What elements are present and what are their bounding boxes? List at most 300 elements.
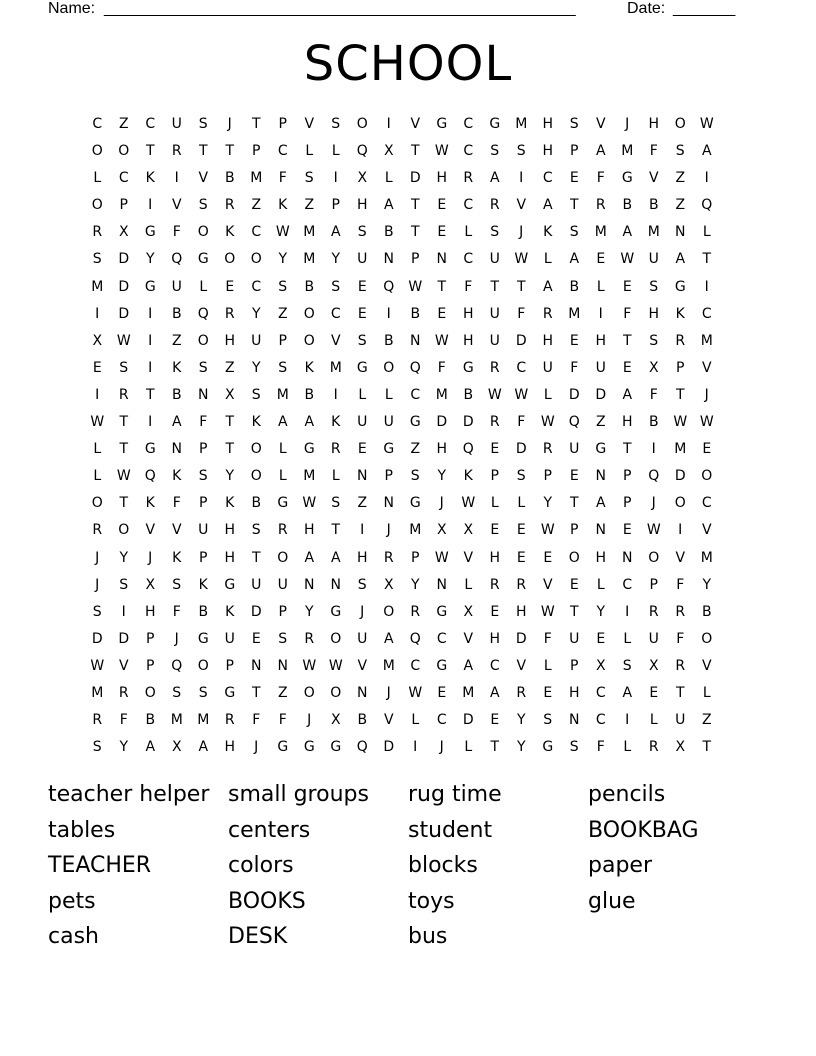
grid-letter[interactable]: N <box>622 549 633 566</box>
grid-letter[interactable]: V <box>701 522 712 539</box>
grid-letter[interactable]: E <box>569 170 579 187</box>
grid-letter[interactable]: P <box>199 495 208 512</box>
grid-letter[interactable]: S <box>649 278 659 295</box>
grid-letter[interactable]: S <box>357 576 367 593</box>
grid-letter[interactable]: E <box>569 468 579 485</box>
grid-letter[interactable]: T <box>622 332 632 349</box>
grid-letter[interactable]: T <box>198 143 208 160</box>
grid-letter[interactable]: B <box>383 332 394 349</box>
grid-letter[interactable]: P <box>676 359 685 376</box>
grid-letter[interactable]: K <box>331 414 341 431</box>
grid-letter[interactable]: T <box>622 441 632 458</box>
grid-letter[interactable]: C <box>410 386 421 403</box>
grid-letter[interactable]: C <box>436 630 447 647</box>
grid-letter[interactable]: L <box>305 143 314 160</box>
grid-letter[interactable]: I <box>704 278 709 295</box>
grid-letter[interactable]: G <box>621 170 633 187</box>
grid-letter[interactable]: C <box>251 224 262 241</box>
grid-letter[interactable]: J <box>386 522 391 539</box>
grid-letter[interactable]: P <box>570 522 579 539</box>
grid-letter[interactable]: I <box>519 170 524 187</box>
grid-letter[interactable]: G <box>303 739 315 756</box>
date-field[interactable]: _______ <box>673 0 736 17</box>
grid-letter[interactable]: X <box>436 522 447 539</box>
grid-letter[interactable]: S <box>675 143 685 160</box>
grid-letter[interactable]: R <box>489 197 500 214</box>
grid-letter[interactable]: Z <box>357 495 368 512</box>
grid-letter[interactable]: H <box>224 522 236 539</box>
grid-letter[interactable]: F <box>464 278 473 295</box>
grid-letter[interactable]: W <box>461 495 476 512</box>
grid-letter[interactable]: M <box>303 251 316 268</box>
grid-letter[interactable]: X <box>357 170 368 187</box>
grid-letter[interactable]: C <box>542 170 553 187</box>
grid-letter[interactable]: C <box>463 197 474 214</box>
grid-letter[interactable]: T <box>702 739 712 756</box>
grid-letter[interactable]: J <box>704 386 709 403</box>
grid-letter[interactable]: E <box>622 359 632 376</box>
grid-letter[interactable]: J <box>439 739 444 756</box>
grid-letter[interactable]: O <box>701 630 713 647</box>
grid-letter[interactable]: A <box>304 549 315 566</box>
grid-letter[interactable]: L <box>358 386 367 403</box>
grid-letter[interactable]: Z <box>701 712 712 729</box>
grid-letter[interactable]: T <box>251 549 261 566</box>
grid-letter[interactable]: E <box>437 224 447 241</box>
grid-letter[interactable]: J <box>386 684 391 701</box>
grid-letter[interactable]: W <box>90 414 105 431</box>
grid-letter[interactable]: C <box>463 251 474 268</box>
grid-letter[interactable]: H <box>648 305 660 322</box>
grid-letter[interactable]: P <box>384 468 393 485</box>
grid-letter[interactable]: N <box>436 576 447 593</box>
grid-letter[interactable]: Z <box>171 332 182 349</box>
grid-letter[interactable]: S <box>331 278 341 295</box>
grid-letter[interactable]: W <box>328 657 343 674</box>
grid-letter[interactable]: C <box>436 712 447 729</box>
grid-letter[interactable]: Y <box>119 549 129 566</box>
grid-letter[interactable]: Y <box>225 468 235 485</box>
grid-letter[interactable]: W <box>699 116 714 132</box>
grid-letter[interactable]: V <box>383 712 394 729</box>
grid-letter[interactable]: T <box>490 739 500 756</box>
grid-letter[interactable]: E <box>357 278 367 295</box>
grid-letter[interactable]: C <box>277 143 288 160</box>
grid-letter[interactable]: U <box>171 278 182 295</box>
grid-letter[interactable]: R <box>171 143 182 160</box>
grid-letter[interactable]: P <box>411 549 420 566</box>
grid-letter[interactable]: U <box>595 359 606 376</box>
grid-letter[interactable]: V <box>516 197 527 214</box>
grid-letter[interactable]: S <box>92 603 102 620</box>
grid-letter[interactable]: K <box>251 414 261 431</box>
grid-letter[interactable]: H <box>462 305 474 322</box>
grid-letter[interactable]: V <box>357 657 368 674</box>
grid-letter[interactable]: D <box>383 739 395 756</box>
grid-letter[interactable]: O <box>118 143 130 160</box>
grid-letter[interactable]: G <box>674 278 686 295</box>
grid-letter[interactable]: J <box>439 495 444 512</box>
grid-letter[interactable]: G <box>303 441 315 458</box>
grid-letter[interactable]: E <box>596 251 606 268</box>
grid-letter[interactable]: V <box>701 359 712 376</box>
grid-letter[interactable]: S <box>198 116 208 132</box>
grid-letter[interactable]: I <box>386 116 391 132</box>
grid-letter[interactable]: L <box>93 170 102 187</box>
grid-letter[interactable]: T <box>119 495 129 512</box>
grid-letter[interactable]: T <box>702 251 712 268</box>
grid-letter[interactable]: V <box>463 549 474 566</box>
grid-letter[interactable]: A <box>622 684 633 701</box>
grid-letter[interactable]: W <box>302 657 317 674</box>
grid-letter[interactable]: S <box>410 468 420 485</box>
grid-letter[interactable]: V <box>171 522 182 539</box>
grid-letter[interactable]: D <box>436 414 448 431</box>
grid-letter[interactable]: A <box>622 386 633 403</box>
grid-letter[interactable]: I <box>333 386 338 403</box>
grid-letter[interactable]: R <box>595 197 606 214</box>
grid-letter[interactable]: C <box>701 305 712 322</box>
grid-letter[interactable]: T <box>490 278 500 295</box>
grid-letter[interactable]: Y <box>543 495 553 512</box>
grid-letter[interactable]: E <box>437 197 447 214</box>
grid-letter[interactable]: P <box>623 468 632 485</box>
grid-letter[interactable]: U <box>569 441 580 458</box>
grid-letter[interactable]: G <box>436 657 448 674</box>
grid-letter[interactable]: S <box>649 332 659 349</box>
grid-letter[interactable]: X <box>92 332 103 349</box>
grid-letter[interactable]: M <box>435 386 448 403</box>
grid-letter[interactable]: R <box>92 712 103 729</box>
grid-letter[interactable]: E <box>543 549 553 566</box>
grid-letter[interactable]: S <box>92 739 102 756</box>
grid-letter[interactable]: D <box>462 414 474 431</box>
grid-letter[interactable]: A <box>622 224 633 241</box>
grid-letter[interactable]: N <box>330 576 341 593</box>
grid-letter[interactable]: G <box>330 603 342 620</box>
grid-letter[interactable]: B <box>648 414 659 431</box>
grid-letter[interactable]: E <box>251 630 261 647</box>
grid-letter[interactable]: A <box>675 251 686 268</box>
grid-letter[interactable]: I <box>625 603 630 620</box>
grid-letter[interactable]: B <box>171 305 182 322</box>
grid-letter[interactable]: X <box>145 576 156 593</box>
grid-letter[interactable]: B <box>648 197 659 214</box>
grid-letter[interactable]: T <box>145 143 155 160</box>
grid-letter[interactable]: Y <box>516 739 526 756</box>
grid-letter[interactable]: B <box>463 386 474 403</box>
grid-letter[interactable]: R <box>304 630 315 647</box>
grid-letter[interactable]: C <box>595 712 606 729</box>
grid-letter[interactable]: Z <box>410 441 421 458</box>
grid-letter[interactable]: P <box>331 197 340 214</box>
grid-letter[interactable]: V <box>463 630 474 647</box>
grid-letter[interactable]: J <box>95 576 100 593</box>
grid-letter[interactable]: C <box>118 170 129 187</box>
grid-letter[interactable]: E <box>622 278 632 295</box>
grid-letter[interactable]: P <box>278 603 287 620</box>
grid-letter[interactable]: H <box>542 116 554 132</box>
grid-letter[interactable]: W <box>487 386 502 403</box>
grid-letter[interactable]: F <box>543 630 552 647</box>
grid-letter[interactable]: Q <box>648 468 660 485</box>
grid-letter[interactable]: O <box>674 116 686 132</box>
grid-letter[interactable]: N <box>410 332 421 349</box>
grid-letter[interactable]: L <box>411 712 420 729</box>
grid-letter[interactable]: V <box>410 116 421 132</box>
grid-letter[interactable]: V <box>118 657 129 674</box>
grid-letter[interactable]: E <box>516 549 526 566</box>
grid-letter[interactable]: A <box>701 143 712 160</box>
grid-letter[interactable]: W <box>408 278 423 295</box>
grid-letter[interactable]: R <box>224 197 235 214</box>
grid-letter[interactable]: S <box>251 386 261 403</box>
grid-letter[interactable]: B <box>622 197 633 214</box>
grid-letter[interactable]: F <box>517 414 526 431</box>
grid-letter[interactable]: M <box>303 224 316 241</box>
grid-letter[interactable]: H <box>436 441 448 458</box>
grid-letter[interactable]: S <box>304 170 314 187</box>
grid-letter[interactable]: K <box>172 468 182 485</box>
grid-letter[interactable]: C <box>463 116 474 132</box>
grid-letter[interactable]: F <box>172 495 181 512</box>
grid-letter[interactable]: A <box>330 224 341 241</box>
grid-letter[interactable]: D <box>515 630 527 647</box>
grid-letter[interactable]: R <box>648 603 659 620</box>
grid-letter[interactable]: T <box>569 603 579 620</box>
grid-letter[interactable]: K <box>145 170 155 187</box>
grid-letter[interactable]: V <box>701 657 712 674</box>
grid-letter[interactable]: T <box>569 495 579 512</box>
grid-letter[interactable]: W <box>646 522 661 539</box>
grid-letter[interactable]: U <box>648 251 659 268</box>
grid-letter[interactable]: E <box>569 576 579 593</box>
grid-letter[interactable]: W <box>673 414 688 431</box>
grid-letter[interactable]: V <box>198 170 209 187</box>
grid-letter[interactable]: R <box>330 441 341 458</box>
grid-letter[interactable]: O <box>330 684 342 701</box>
grid-letter[interactable]: B <box>171 386 182 403</box>
grid-letter[interactable]: W <box>116 468 131 485</box>
grid-letter[interactable]: D <box>568 386 580 403</box>
grid-letter[interactable]: S <box>119 576 129 593</box>
grid-letter[interactable]: N <box>171 441 182 458</box>
grid-letter[interactable]: F <box>649 386 658 403</box>
grid-letter[interactable]: Q <box>409 630 421 647</box>
grid-letter[interactable]: K <box>278 197 288 214</box>
grid-letter[interactable]: A <box>463 657 474 674</box>
grid-letter[interactable]: R <box>675 332 686 349</box>
grid-letter[interactable]: O <box>303 684 315 701</box>
grid-letter[interactable]: G <box>436 116 448 132</box>
grid-letter[interactable]: U <box>357 251 368 268</box>
grid-letter[interactable]: T <box>569 197 579 214</box>
grid-letter[interactable]: W <box>434 143 449 160</box>
grid-letter[interactable]: V <box>516 657 527 674</box>
grid-letter[interactable]: H <box>224 739 236 756</box>
grid-letter[interactable]: K <box>172 549 182 566</box>
grid-letter[interactable]: O <box>303 332 315 349</box>
grid-letter[interactable]: S <box>516 143 526 160</box>
grid-letter[interactable]: R <box>516 576 527 593</box>
grid-letter[interactable]: N <box>251 657 262 674</box>
grid-letter[interactable]: R <box>277 522 288 539</box>
grid-letter[interactable]: X <box>330 712 341 729</box>
grid-letter[interactable]: K <box>225 603 235 620</box>
grid-letter[interactable]: V <box>542 576 553 593</box>
grid-letter[interactable]: L <box>517 495 526 512</box>
grid-letter[interactable]: A <box>569 251 580 268</box>
grid-letter[interactable]: M <box>91 684 104 701</box>
grid-letter[interactable]: B <box>224 170 235 187</box>
grid-letter[interactable]: D <box>515 332 527 349</box>
grid-letter[interactable]: K <box>304 359 314 376</box>
grid-letter[interactable]: W <box>620 251 635 268</box>
grid-letter[interactable]: F <box>596 739 605 756</box>
grid-letter[interactable]: E <box>490 712 500 729</box>
grid-letter[interactable]: A <box>489 170 500 187</box>
grid-letter[interactable]: A <box>489 684 500 701</box>
grid-letter[interactable]: X <box>171 739 182 756</box>
grid-letter[interactable]: V <box>648 170 659 187</box>
grid-letter[interactable]: T <box>145 386 155 403</box>
grid-letter[interactable]: G <box>197 251 209 268</box>
grid-letter[interactable]: R <box>648 739 659 756</box>
grid-letter[interactable]: F <box>119 712 128 729</box>
grid-letter[interactable]: M <box>170 712 183 729</box>
grid-letter[interactable]: X <box>595 657 606 674</box>
grid-letter[interactable]: A <box>145 739 156 756</box>
grid-letter[interactable]: B <box>569 278 580 295</box>
grid-letter[interactable]: S <box>198 684 208 701</box>
grid-letter[interactable]: S <box>543 712 553 729</box>
grid-letter[interactable]: P <box>146 657 155 674</box>
grid-letter[interactable]: Q <box>409 359 421 376</box>
grid-letter[interactable]: R <box>489 414 500 431</box>
grid-letter[interactable]: N <box>304 576 315 593</box>
grid-letter[interactable]: L <box>490 495 499 512</box>
name-field[interactable]: _____________________________________________________ <box>104 0 576 17</box>
grid-letter[interactable]: O <box>250 251 262 268</box>
grid-letter[interactable]: S <box>278 359 288 376</box>
grid-letter[interactable]: B <box>410 305 421 322</box>
grid-letter[interactable]: F <box>649 143 658 160</box>
grid-letter[interactable]: B <box>198 603 209 620</box>
grid-letter[interactable]: X <box>383 143 394 160</box>
grid-letter[interactable]: E <box>490 441 500 458</box>
grid-letter[interactable]: O <box>568 549 580 566</box>
grid-letter[interactable]: K <box>172 359 182 376</box>
grid-letter[interactable]: N <box>277 657 288 674</box>
grid-letter[interactable]: E <box>357 305 367 322</box>
grid-letter[interactable]: U <box>357 414 368 431</box>
grid-letter[interactable]: A <box>277 414 288 431</box>
grid-letter[interactable]: V <box>595 116 606 132</box>
grid-letter[interactable]: O <box>277 549 289 566</box>
grid-letter[interactable]: L <box>464 224 473 241</box>
grid-letter[interactable]: J <box>625 116 630 132</box>
grid-letter[interactable]: E <box>437 305 447 322</box>
grid-letter[interactable]: M <box>250 170 263 187</box>
grid-letter[interactable]: G <box>409 495 421 512</box>
grid-letter[interactable]: X <box>463 603 474 620</box>
grid-letter[interactable]: Q <box>701 197 713 214</box>
grid-letter[interactable]: C <box>701 495 712 512</box>
grid-letter[interactable]: S <box>357 224 367 241</box>
grid-letter[interactable]: L <box>331 468 340 485</box>
grid-letter[interactable]: F <box>278 712 287 729</box>
grid-letter[interactable]: X <box>383 576 394 593</box>
grid-letter[interactable]: S <box>516 468 526 485</box>
grid-letter[interactable]: M <box>621 143 634 160</box>
grid-letter[interactable]: L <box>464 576 473 593</box>
grid-letter[interactable]: A <box>171 414 182 431</box>
grid-letter[interactable]: T <box>251 116 261 132</box>
grid-letter[interactable]: R <box>224 712 235 729</box>
grid-letter[interactable]: R <box>92 224 103 241</box>
grid-letter[interactable]: R <box>410 603 421 620</box>
grid-letter[interactable]: G <box>144 224 156 241</box>
grid-letter[interactable]: U <box>224 630 235 647</box>
grid-letter[interactable]: Q <box>568 414 580 431</box>
grid-letter[interactable]: G <box>144 441 156 458</box>
grid-letter[interactable]: I <box>651 441 656 458</box>
grid-letter[interactable]: R <box>675 657 686 674</box>
grid-letter[interactable]: S <box>251 522 261 539</box>
grid-letter[interactable]: S <box>490 143 500 160</box>
grid-letter[interactable]: Z <box>251 197 262 214</box>
grid-letter[interactable]: W <box>540 414 555 431</box>
grid-letter[interactable]: T <box>437 278 447 295</box>
grid-letter[interactable]: H <box>144 603 156 620</box>
grid-letter[interactable]: F <box>278 170 287 187</box>
grid-letter[interactable]: I <box>678 522 683 539</box>
grid-letter[interactable]: U <box>171 116 182 132</box>
grid-letter[interactable]: U <box>569 630 580 647</box>
grid-letter[interactable]: I <box>95 305 100 322</box>
grid-letter[interactable]: M <box>409 522 422 539</box>
grid-letter[interactable]: Y <box>331 251 341 268</box>
grid-letter[interactable]: A <box>383 197 394 214</box>
grid-letter[interactable]: X <box>648 359 659 376</box>
grid-letter[interactable]: O <box>197 332 209 349</box>
grid-letter[interactable]: P <box>543 468 552 485</box>
grid-letter[interactable]: G <box>595 441 607 458</box>
grid-letter[interactable]: I <box>148 332 153 349</box>
grid-letter[interactable]: L <box>543 251 552 268</box>
grid-letter[interactable]: O <box>701 468 713 485</box>
grid-letter[interactable]: P <box>490 468 499 485</box>
grid-letter[interactable]: G <box>277 739 289 756</box>
grid-letter[interactable]: O <box>118 522 130 539</box>
grid-letter[interactable]: C <box>92 116 103 132</box>
grid-letter[interactable]: L <box>543 657 552 674</box>
grid-letter[interactable]: V <box>330 332 341 349</box>
grid-letter[interactable]: M <box>91 278 104 295</box>
grid-letter[interactable]: W <box>90 657 105 674</box>
grid-letter[interactable]: K <box>225 224 235 241</box>
grid-letter[interactable]: M <box>647 224 660 241</box>
grid-letter[interactable]: F <box>570 359 579 376</box>
grid-letter[interactable]: U <box>542 359 553 376</box>
grid-letter[interactable]: U <box>277 576 288 593</box>
grid-letter[interactable]: S <box>172 576 182 593</box>
grid-letter[interactable]: U <box>357 630 368 647</box>
grid-letter[interactable]: T <box>410 143 420 160</box>
grid-letter[interactable]: R <box>118 684 129 701</box>
grid-letter[interactable]: N <box>383 495 394 512</box>
grid-letter[interactable]: E <box>437 684 447 701</box>
